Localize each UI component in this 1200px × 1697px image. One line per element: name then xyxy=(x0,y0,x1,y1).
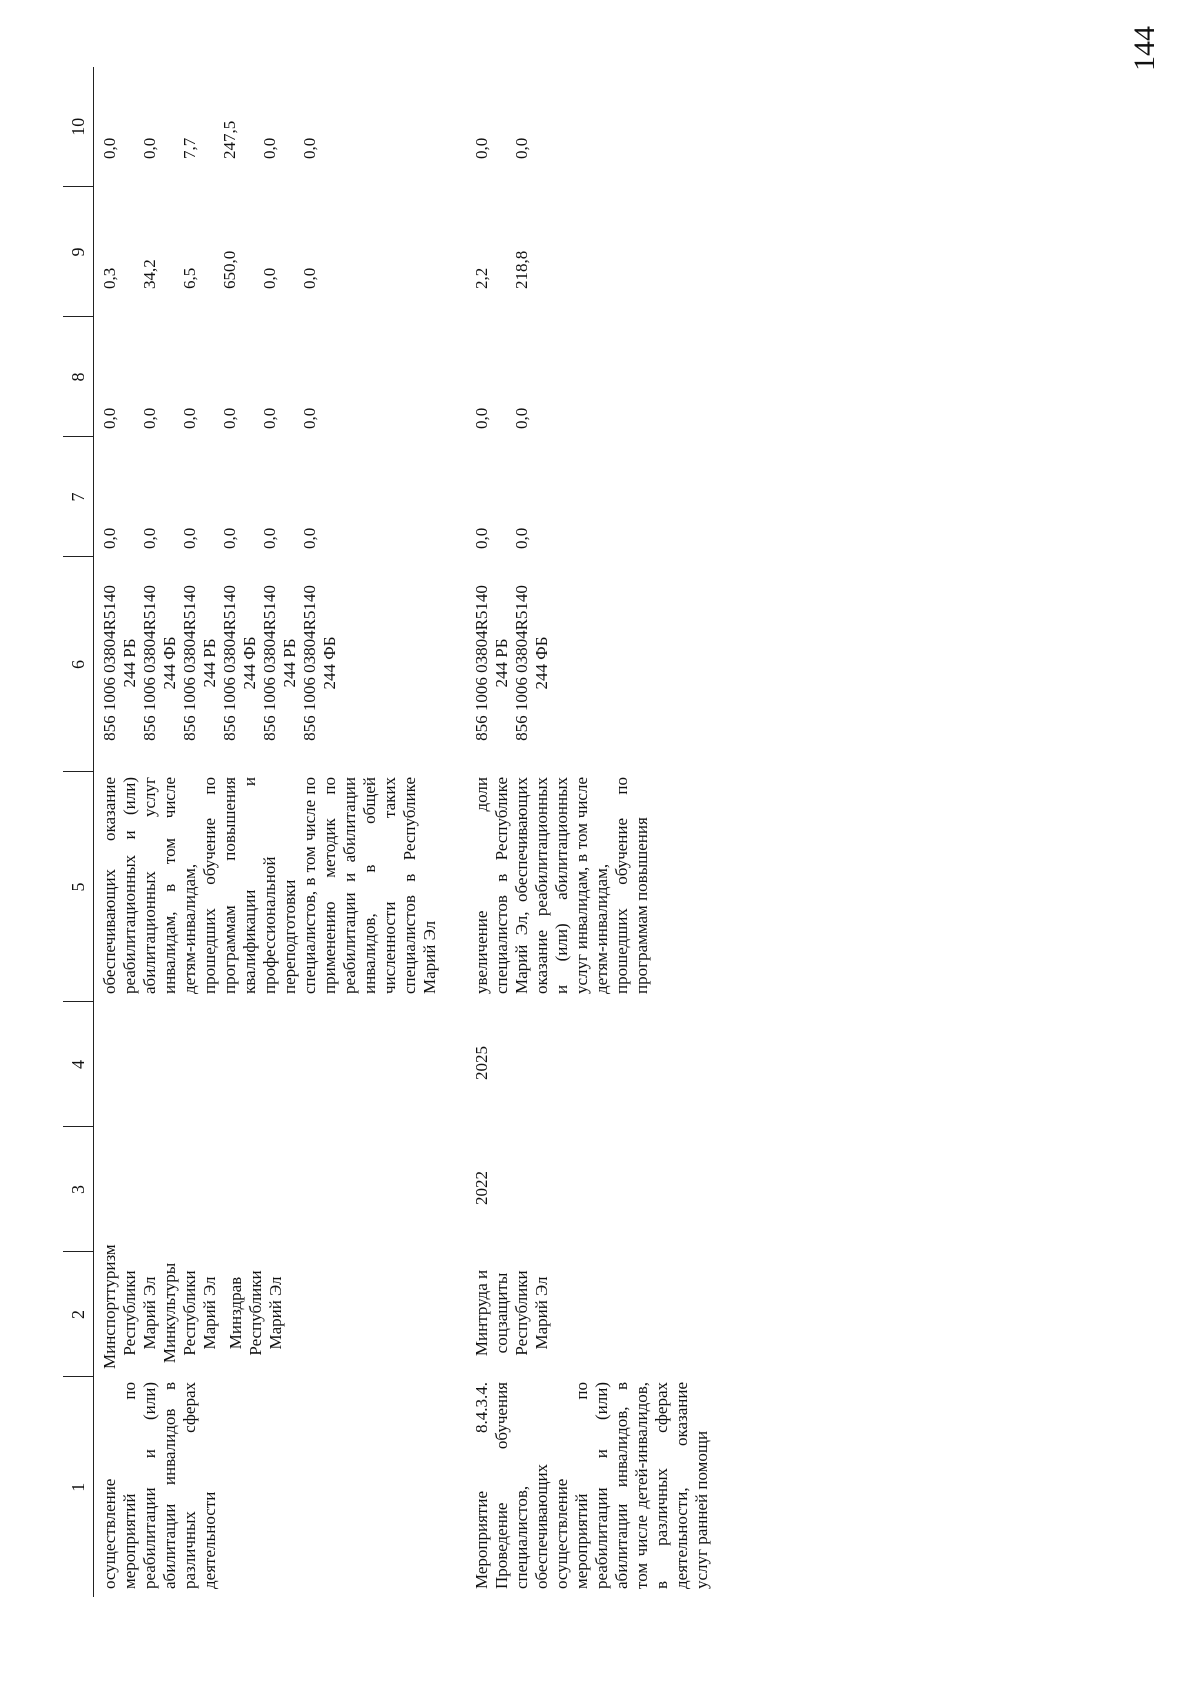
value: 7,7 xyxy=(180,137,199,159)
budget-code: 856 1006 03804R5140 xyxy=(260,585,279,741)
value: 0,3 xyxy=(100,267,119,289)
budget-code: 856 1006 03804R5140 xyxy=(472,585,491,741)
activity-description: осуществление мероприятий по реабилитации и (или) абилитации инвалидов в различных сферах деятельности xyxy=(100,1382,219,1589)
values-col10 xyxy=(94,67,441,187)
budget-source: 244 ФБ xyxy=(532,636,551,690)
start-year xyxy=(94,1127,441,1252)
value: 0,0 xyxy=(260,137,279,159)
executor: Минспорттуризм Республики Марий Эл xyxy=(100,1244,159,1369)
executor: Минтруда и соцзащиты Республики Марий Эл xyxy=(472,1269,551,1357)
budget-source: 244 РБ xyxy=(280,638,299,688)
activity-description: Мероприятие 8.4.3.4. Проведение обучения специалистов, обеспечивающих осуществление мероприятий по реабилитации и (или) абилитации инвалидов, в том числе детей-инвалидов, в различных сферах деятельности, оказание услуг ранней помощи xyxy=(472,1382,711,1589)
values-col7 xyxy=(94,437,441,557)
value: 0,0 xyxy=(260,267,279,289)
column-number: 10 xyxy=(63,67,94,187)
column-number: 9 xyxy=(63,187,94,317)
value: 0,0 xyxy=(300,137,319,159)
value: 2,2 xyxy=(472,267,491,289)
value: 0,0 xyxy=(512,527,531,549)
executor: Минздрав Республики Марий Эл xyxy=(226,1270,285,1356)
value: 0,0 xyxy=(472,137,491,159)
value: 0,0 xyxy=(180,407,199,429)
values-col7 xyxy=(466,437,712,557)
budget-code: 856 1006 03804R5140 xyxy=(512,585,531,741)
expected-result: обеспечивающих оказание реабилитационных и (или) абилитационных услуг инвалидам, в том числе детям-инвалидам, прошедших обучение по программам повышения квалификации и профессиональной переподготовки специалистов, в том числе по применению методик по реабилитации и абилитации инвалидов, в общей численности таких специалистов в Республике Марий Эл xyxy=(100,777,439,994)
column-number: 3 xyxy=(63,1127,94,1252)
value: 650,0 xyxy=(220,250,239,289)
value: 0,0 xyxy=(260,527,279,549)
value: 0,0 xyxy=(512,137,531,159)
value: 0,0 xyxy=(300,267,319,289)
budget-source: 244 РБ xyxy=(200,638,219,688)
expected-result: увеличение доли специалистов в Республике Марий Эл, обеспечивающих оказание реабилитационных и (или) абилитационных услуг инвалидам, в том числе детям-инвалидам, прошедших обучение по программам повышения xyxy=(472,777,651,994)
value: 0,0 xyxy=(260,407,279,429)
column-number: 4 xyxy=(63,1002,94,1127)
budget-codes xyxy=(94,557,441,772)
budget-code: 856 1006 03804R5140 xyxy=(300,585,319,741)
value: 0,0 xyxy=(100,407,119,429)
column-number: 1 xyxy=(63,1377,94,1597)
values-col8 xyxy=(94,317,441,437)
budget-source: 244 РБ xyxy=(120,638,139,688)
budget-code: 856 1006 03804R5140 xyxy=(140,585,159,741)
value: 0,0 xyxy=(140,137,159,159)
budget-code: 856 1006 03804R5140 xyxy=(180,585,199,741)
budget-code: 856 1006 03804R5140 xyxy=(220,585,239,741)
value: 0,0 xyxy=(512,407,531,429)
value: 0,0 xyxy=(220,527,239,549)
column-number: 8 xyxy=(63,317,94,437)
values-col9 xyxy=(466,187,712,317)
value: 34,2 xyxy=(140,259,159,289)
column-number: 6 xyxy=(63,557,94,772)
page-number: 144 xyxy=(1128,26,1161,71)
value: 0,0 xyxy=(180,527,199,549)
budget-source: 244 ФБ xyxy=(160,636,179,690)
column-number: 5 xyxy=(63,772,94,1002)
value: 0,0 xyxy=(100,137,119,159)
value: 0,0 xyxy=(140,527,159,549)
values-col9 xyxy=(94,187,441,317)
value: 0,0 xyxy=(472,407,491,429)
start-year: 2022 xyxy=(472,1171,491,1205)
value: 0,0 xyxy=(220,407,239,429)
value: 218,8 xyxy=(512,250,531,289)
executor: Минкультуры Республики Марий Эл xyxy=(160,1262,219,1364)
values-col10 xyxy=(466,67,712,187)
value: 0,0 xyxy=(300,527,319,549)
values-col8 xyxy=(466,317,712,437)
value: 0,0 xyxy=(300,407,319,429)
column-number: 2 xyxy=(63,1252,94,1377)
value: 247,5 xyxy=(220,120,239,159)
column-number-row xyxy=(63,67,94,1597)
budget-source: 244 ФБ xyxy=(320,636,339,690)
responsible-executors xyxy=(94,1244,441,1377)
program-table xyxy=(63,67,712,1597)
column-number: 7 xyxy=(63,437,94,557)
budget-source: 244 РБ xyxy=(492,638,511,688)
table-row xyxy=(466,67,712,1597)
value: 0,0 xyxy=(140,407,159,429)
value: 0,0 xyxy=(100,527,119,549)
responsible-executors xyxy=(466,1252,712,1377)
end-year xyxy=(94,1002,441,1127)
budget-source: 244 ФБ xyxy=(240,636,259,690)
end-year: 2025 xyxy=(472,1046,491,1080)
table-row xyxy=(94,67,441,1597)
budget-code: 856 1006 03804R5140 xyxy=(100,585,119,741)
budget-codes xyxy=(466,557,712,772)
value: 0,0 xyxy=(472,527,491,549)
value: 6,5 xyxy=(180,267,199,289)
